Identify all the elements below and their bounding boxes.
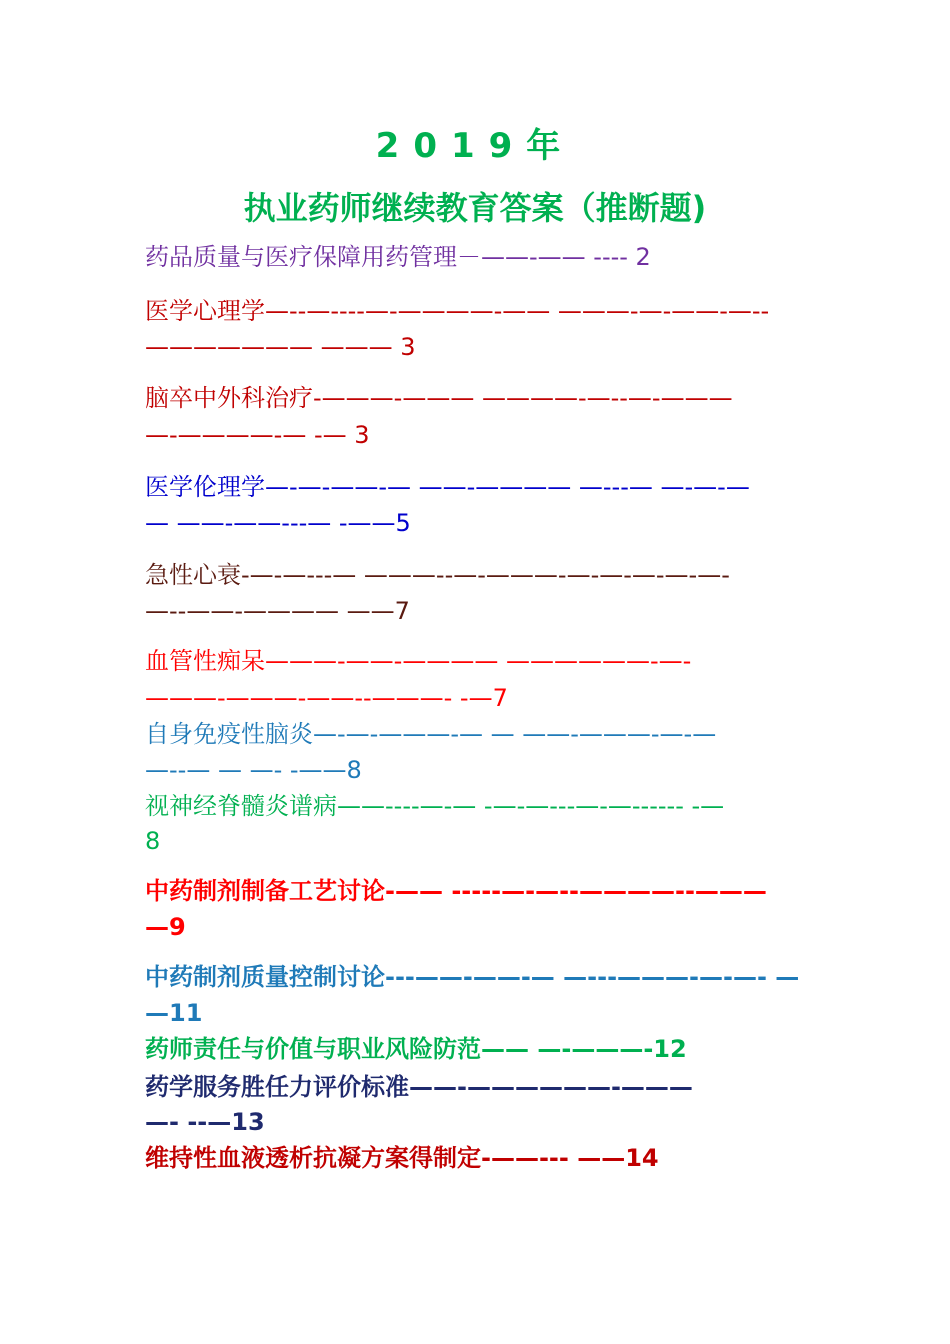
toc-entry-line: 药学服务胜任力评价标准——-——————-——— — [145, 1073, 693, 1101]
toc-entry-line: —-————-— -— 3 — [145, 421, 370, 449]
toc-entry-line: 视神经脊髓炎谱病——----—-— -—-—---—-—------ -— — [145, 792, 725, 820]
toc-entry-line: ———-———-——--———- -—7 — [145, 684, 508, 712]
toc-entry-line: 药师责任与价值与职业风险防范—— —-———-12 — [145, 1035, 687, 1063]
toc-entry-line: —9 — [145, 913, 186, 941]
document-title: 执业药师继续教育答案（推断题) — [243, 189, 707, 227]
toc-entry-line: 血管性痴呆———-——-———— ——————-—- — [145, 647, 692, 675]
toc-entry-line: 医学伦理学—-—-——-— ——-———— —---— —-—-— — [145, 473, 750, 501]
toc-entry-line: 急性心衰-—-—---— ———--—-———-—-—-—-—-—- — [145, 561, 730, 589]
toc-entry-line: 脑卒中外科治疗-———-——— ————-—--—-——— — [145, 384, 733, 412]
toc-entry-line: 药品质量与医疗保障用药管理－——-—— ---- 2 — [145, 243, 651, 271]
toc-entry-line: 8 — [145, 827, 161, 855]
toc-entry-line: 中药制剂制备工艺讨论-—— -----—-—--————--——— — [145, 877, 767, 905]
toc-entry-line: —--— — —- -——8 — [145, 756, 362, 784]
toc-entry-line: ——————— ——— 3 — [145, 333, 416, 361]
document-year: 2019年 — [375, 126, 575, 166]
toc-entry-line: —--——-———— ——7 — [145, 597, 410, 625]
toc-entry-line: —- --—13 — [145, 1108, 265, 1136]
toc-entry-line: —11 — [145, 999, 203, 1027]
toc-entry-line: 医学心理学—--—----—-————-—— ———-—-——-—-- — [145, 297, 770, 325]
toc-entry-line: 维持性血液透析抗凝方案得制定-——--- ——14 — [145, 1144, 659, 1172]
toc-entry-line: 中药制剂质量控制讨论---——-——-— —---———-—-—- — — [145, 963, 800, 991]
toc-entry-line: — ——-——---— -——5 — [145, 509, 411, 537]
toc-entry-line: 自身免疫性脑炎—-—-———-— — ——-———-—-— — [145, 720, 717, 748]
